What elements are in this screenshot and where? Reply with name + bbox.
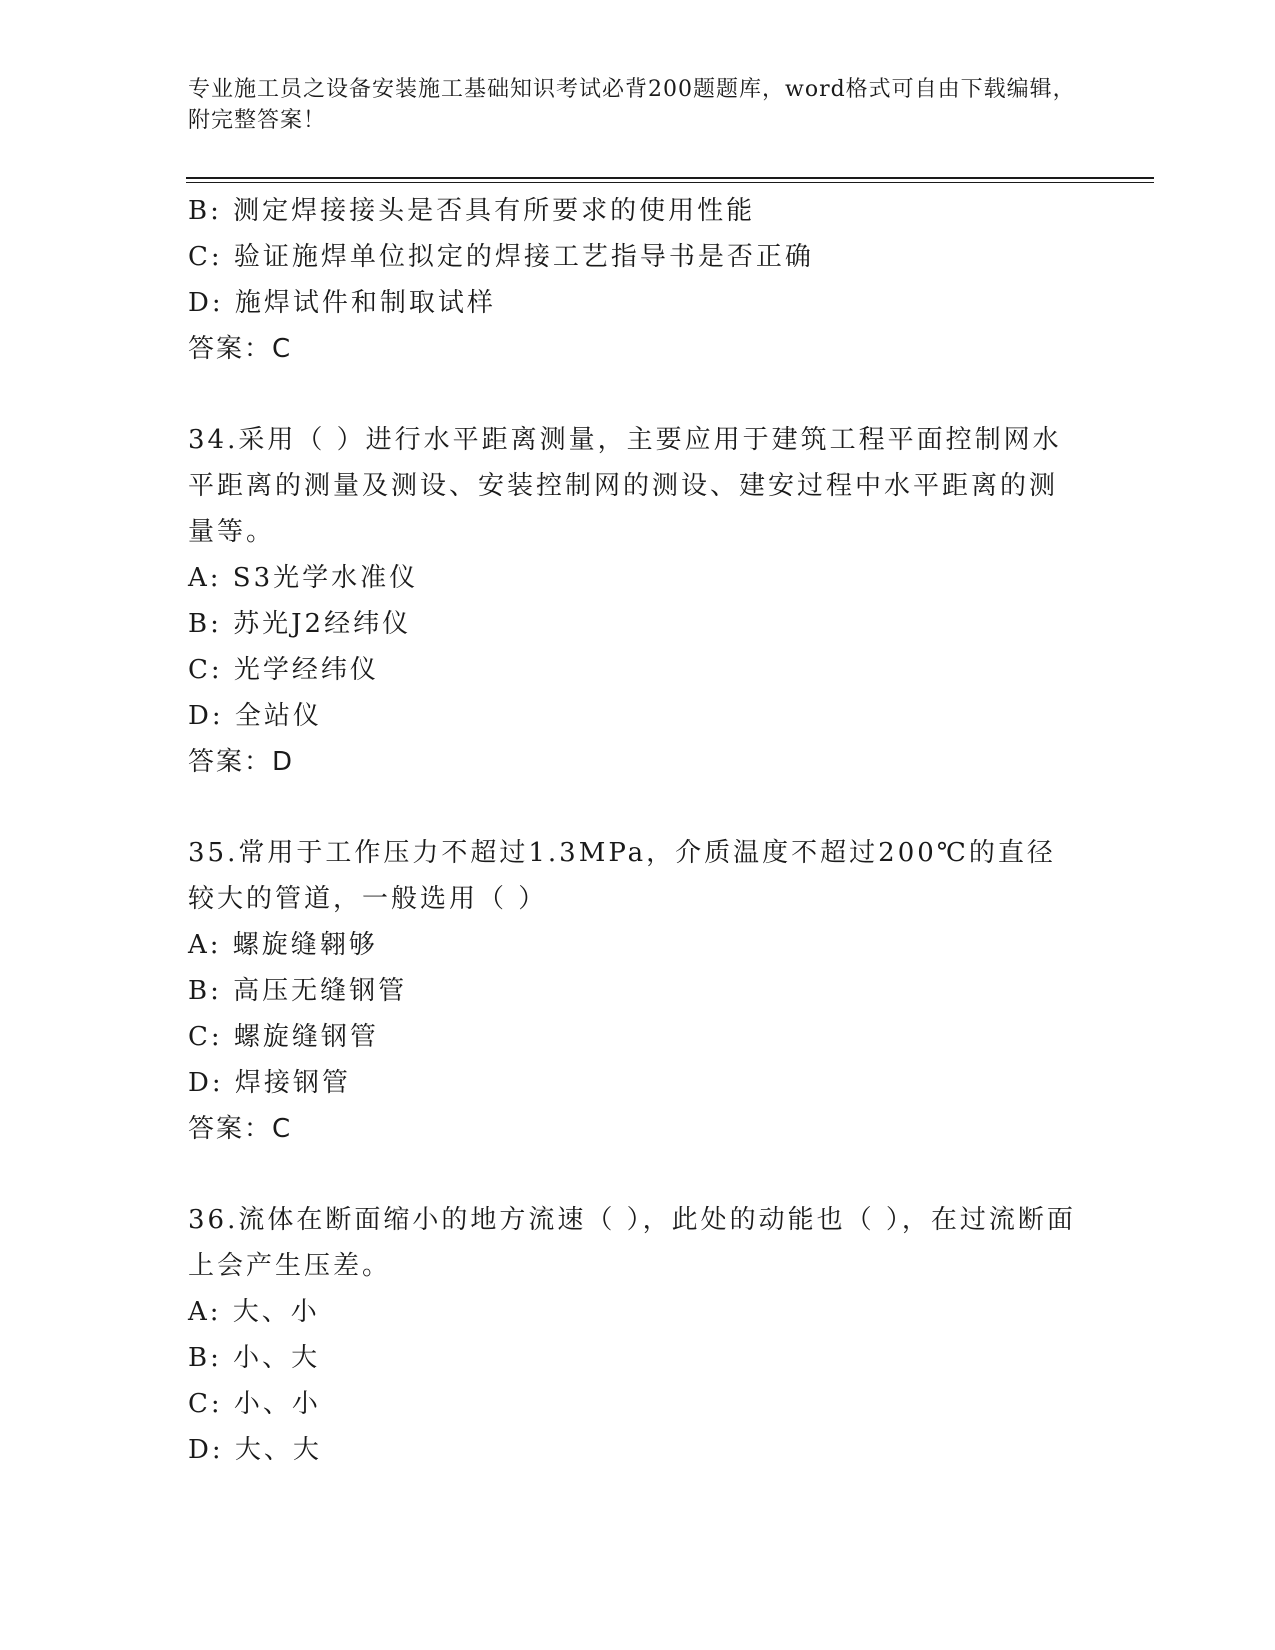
option-b: B: 苏光J2经纬仪 bbox=[188, 609, 412, 639]
option-a: A: 大、小 bbox=[188, 1297, 320, 1327]
header-divider-thick bbox=[186, 177, 1154, 179]
answer-line: 答案：C bbox=[188, 334, 293, 364]
option-c: C: 验证施焊单位拟定的焊接工艺指导书是否正确 bbox=[188, 242, 814, 272]
option-c: C: 光学经纬仪 bbox=[188, 655, 379, 685]
option-c: C: 螺旋缝钢管 bbox=[188, 1022, 379, 1052]
option-b: B: 测定焊接接头是否具有所要求的使用性能 bbox=[188, 196, 756, 226]
header-divider-thin bbox=[186, 182, 1154, 183]
option-a: A: S3光学水准仪 bbox=[188, 563, 419, 593]
spacer bbox=[188, 372, 1078, 417]
option-d: D: 焊接钢管 bbox=[188, 1068, 351, 1098]
spacer bbox=[188, 1152, 1078, 1197]
option-b: B: 高压无缝钢管 bbox=[188, 976, 408, 1006]
document-header-title: 专业施工员之设备安装施工基础知识考试必背200题题库，word格式可自由下载编辑，附完整答案！ bbox=[188, 77, 1076, 133]
answer-line: 答案：C bbox=[188, 1114, 293, 1144]
document-body bbox=[188, 188, 1078, 1473]
option-d: D: 大、大 bbox=[188, 1435, 322, 1465]
question-35 bbox=[188, 830, 1078, 1152]
question-36 bbox=[188, 1197, 1078, 1473]
spacer bbox=[188, 785, 1078, 830]
question-34 bbox=[188, 417, 1078, 785]
question-33-continued bbox=[188, 188, 1078, 372]
option-d: D: 施焊试件和制取试样 bbox=[188, 288, 496, 318]
option-b: B: 小、大 bbox=[188, 1343, 321, 1373]
option-a: A: 螺旋缝翱够 bbox=[188, 930, 378, 960]
option-d: D: 全站仪 bbox=[188, 701, 322, 731]
option-c: C: 小、小 bbox=[188, 1389, 321, 1419]
answer-line: 答案：D bbox=[188, 747, 295, 777]
question-stem: 36.流体在断面缩小的地方流速（ ），此处的动能也（ ），在过流断面上会产生压差。 bbox=[188, 1205, 1076, 1281]
question-stem: 34.采用（ ）进行水平距离测量，主要应用于建筑工程平面控制网水平距离的测量及测设、安装控制网的测设、建安过程中水平距离的测量等。 bbox=[188, 425, 1062, 547]
question-stem: 35.常用于工作压力不超过1.3MPa，介质温度不超过200℃的直径较大的管道，一般选用（ ） bbox=[188, 838, 1056, 914]
